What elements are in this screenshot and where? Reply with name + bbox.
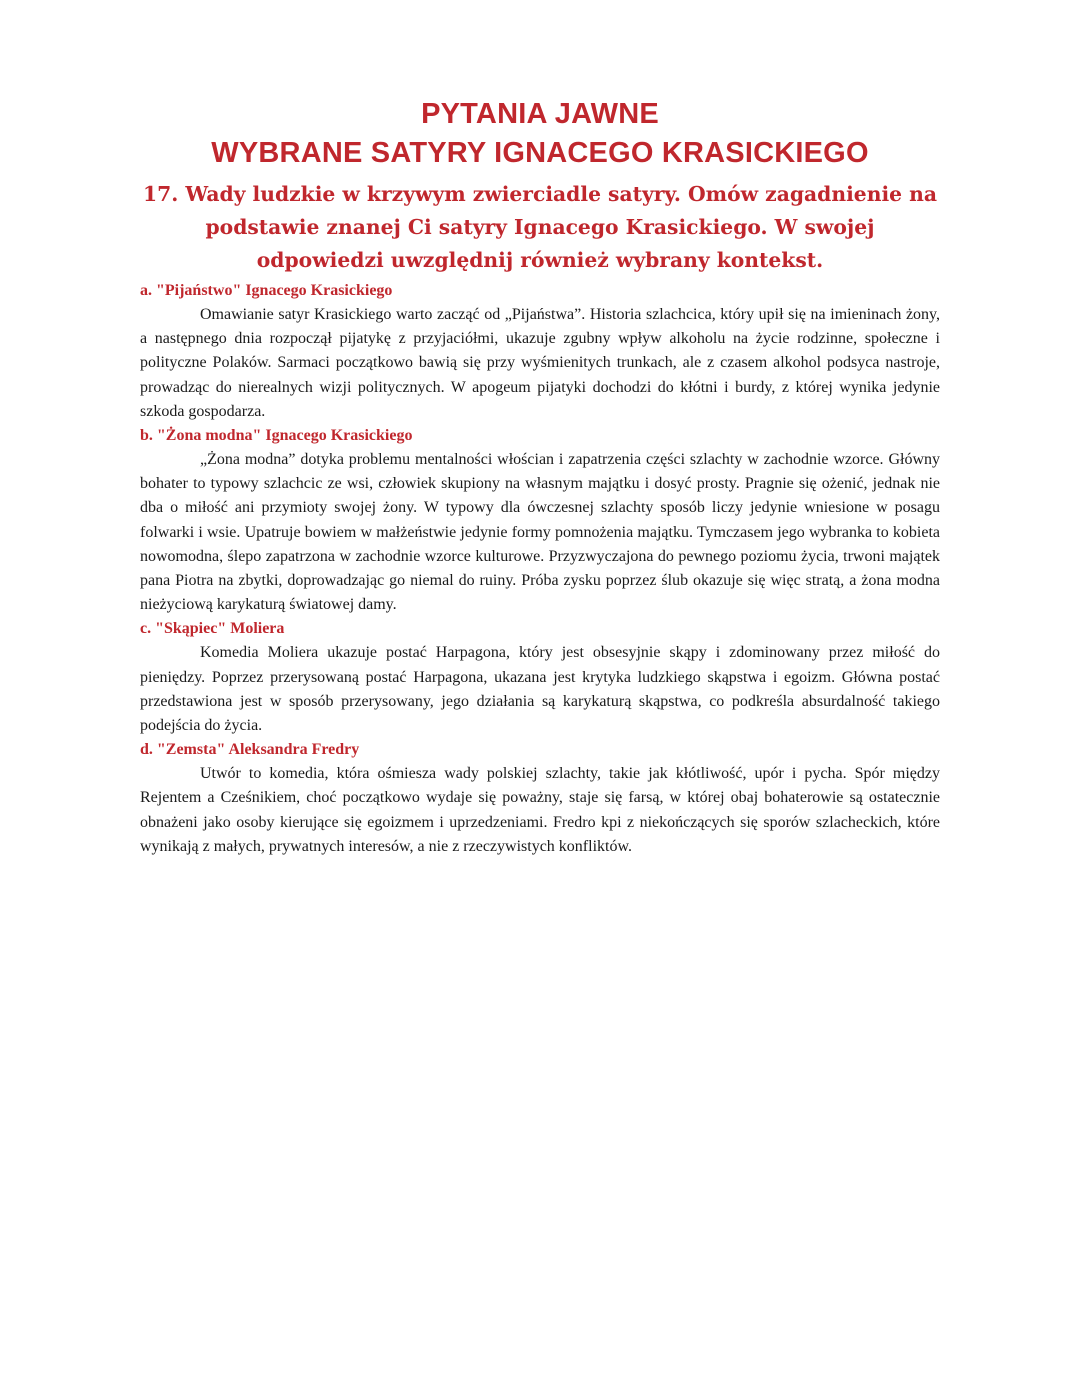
section-b — [140, 424, 940, 617]
section-paragraph: „Żona modna” dotyka problemu mentalności włościan i zapatrzenia części szlachty w zachodnie wzorce. Główny bohater to typowy szlachcic ze wsi, człowiek skupiony na własnym majątku i dosyć prosty. Pragnie się ożenić, jednak nie dba o miłość ani przymioty swojej żony. W typowy dla ówczesnej szlachty sposób liczy jedynie wniesione w posagu folwarki i wsie. Upatruje bowiem w małżeństwie jedynie formy pomnożenia majątku. Tymczasem jego wybranka to kobieta nowomodna, ślepo zapatrzona w zachodnie wzorce kulturowe. Przyzwyczajona do pewnego poziomu życia, trwoni majątek pana Piotra na zbytki, doprowadzając go niemal do ruiny. Próba zysku poprzez ślub okazuje się więc stratą, a żona modna nieżyciową karykaturą światowej damy. — [140, 451, 940, 614]
section-paragraph: Utwór to komedia, która ośmiesza wady polskiej szlachty, takie jak kłótliwość, upór i pycha. Spór między Rejentem a Cześnikiem, choć początkowo wydaje się poważny, staje się farsą, w której obaj bohaterowie są ostatecznie obnażeni jako osoby kierujące się egoizmem i uprzedzeniami. Fredro kpi z niekończących się sporów szlacheckich, które wynikają z małych, prywatnych interesów, a nie z rzeczywistych konfliktów. — [140, 765, 940, 855]
section-heading: c. "Skąpiec" Moliera — [140, 620, 285, 638]
question-text: 17. Wady ludzkie w krzywym zwierciadle satyry. Omów zagadnienie na podstawie znanej Ci satyry Ignacego Krasickiego. W swojej odpowiedzi uwzględnij również wybrany kontekst. — [143, 182, 937, 272]
section-paragraph: Komedia Moliera ukazuje postać Harpagona, który jest obsesyjnie skąpy i zdominowany przez miłość do pieniędzy. Poprzez przerysowaną postać Harpagona, ukazana jest krytyka ludzkiego skąpstwa i egoizm. Główna postać przedstawiona jest w sposób przerysowany, jego działania są karykaturą skąpstwa, co podkreśla absurdalność takiego podejścia do życia. — [140, 644, 940, 735]
section-heading: a. "Pijaństwo" Ignacego Krasickiego — [140, 282, 393, 299]
document-subtitle: WYBRANE SATYRY IGNACEGO KRASICKIEGO — [211, 137, 869, 169]
document-title: PYTANIA JAWNE — [421, 98, 659, 130]
section-heading: d. "Zemsta" Aleksandra Fredry — [140, 741, 360, 759]
document-page — [140, 96, 940, 859]
section-a — [140, 279, 940, 424]
section-paragraph: Omawianie satyr Krasickiego warto zacząć od „Pijaństwa”. Historia szlachcica, który upił się na imieninach żony, a następnego dnia rozpoczął pijatykę z przyjaciółmi, ukazuje zgubny wpływ alkoholu na życie rodzinne, społeczne i polityczne Polaków. Sarmaci początkowo bawią się przy wyśmienitych trunkach, ale z czasem alkohol podsyca nastroje, prowadząc do nierealnych wizji politycznych. W apogeum pijatyki dochodzi do kłótni i burdy, z której wynika jedynie szkoda gospodarza. — [140, 306, 940, 420]
section-heading: b. "Żona modna" Ignacego Krasickiego — [140, 427, 413, 445]
section-c — [140, 617, 940, 738]
section-d — [140, 738, 940, 859]
